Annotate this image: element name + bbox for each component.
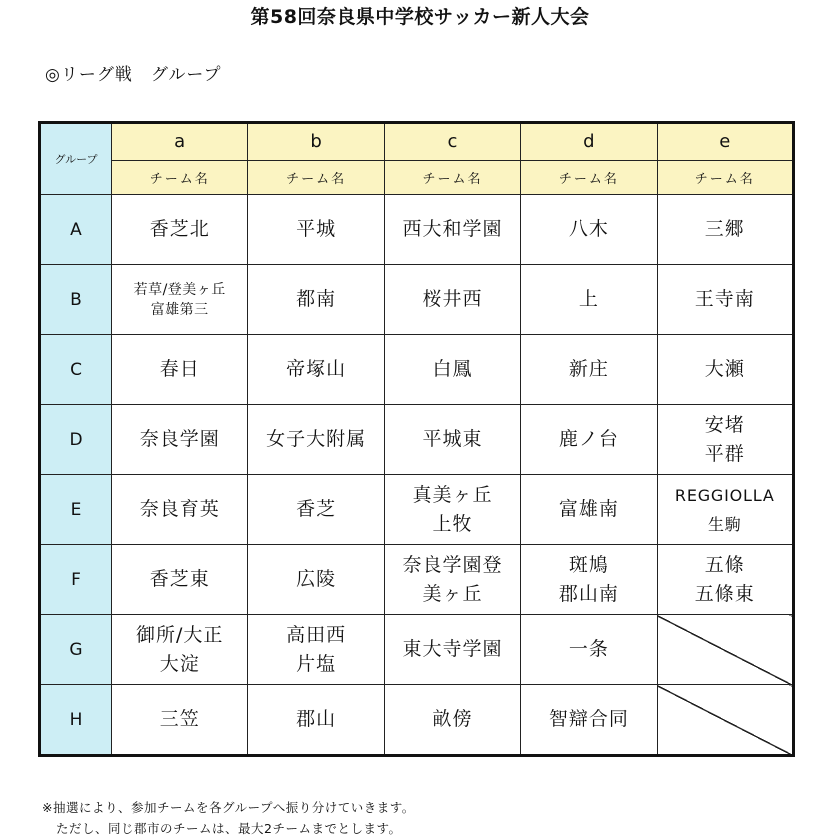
group-row-e (40, 475, 794, 545)
team-name: 西大和学園 (402, 218, 503, 240)
group-row-a (40, 195, 794, 265)
team-cell-c-a (112, 335, 248, 405)
team-name: 郡山南 (558, 582, 619, 605)
team-name: 香芝北 (149, 218, 210, 240)
team-cell-e-b (248, 475, 384, 545)
team-cell-h-b (248, 685, 384, 756)
team-name: 平城東 (422, 428, 483, 450)
team-cell-f-c (384, 545, 520, 615)
team-name: 新庄 (568, 358, 609, 380)
team-name: 春日 (159, 358, 200, 380)
team-name: 三笠 (159, 708, 200, 730)
team-name: 広陵 (296, 568, 337, 590)
team-name: 東大寺学園 (402, 638, 503, 660)
team-cell-b-c (384, 265, 520, 335)
team-cell-a-b (248, 195, 384, 265)
section-subtitle: ◎リーグ戦 グループ (45, 65, 222, 85)
team-name: 智辯合同 (548, 708, 629, 730)
group-label: G (40, 615, 112, 685)
league-table-body (40, 195, 794, 756)
empty-slot-cell (657, 685, 793, 756)
team-cell-b-a (112, 265, 248, 335)
team-cell-g-a (112, 615, 248, 685)
team-name: 桜井西 (422, 288, 483, 310)
team-name: 富雄第三 (150, 301, 209, 318)
team-cell-d-b (248, 405, 384, 475)
group-corner-header: グループ (40, 123, 112, 195)
team-name: 白鳳 (432, 358, 473, 380)
team-name: 帝塚山 (286, 358, 347, 380)
team-cell-g-c (384, 615, 520, 685)
group-label: A (40, 195, 112, 265)
team-cell-c-e (657, 335, 793, 405)
team-cell-a-c (384, 195, 520, 265)
team-name: 大瀬 (704, 358, 745, 380)
team-name: 奈良育英 (139, 498, 220, 520)
group-row-c (40, 335, 794, 405)
group-label: D (40, 405, 112, 475)
team-name: 御所/大正 (135, 623, 224, 646)
team-name: 大淀 (159, 652, 200, 675)
team-name: 都南 (296, 288, 337, 310)
team-name: 上 (578, 288, 599, 310)
team-name: 郡山 (296, 708, 337, 730)
team-name: 平城 (296, 218, 337, 240)
group-row-b (40, 265, 794, 335)
group-label: E (40, 475, 112, 545)
team-cell-f-b (248, 545, 384, 615)
team-cell-f-d (521, 545, 657, 615)
team-name: 一条 (568, 638, 609, 660)
team-cell-d-e (657, 405, 793, 475)
column-header-d: d (521, 123, 657, 161)
column-header-c: c (384, 123, 520, 161)
footnote (42, 797, 415, 839)
team-cell-e-c (384, 475, 520, 545)
team-cell-f-a (112, 545, 248, 615)
team-cell-a-a (112, 195, 248, 265)
team-cell-h-a (112, 685, 248, 756)
team-cell-b-e (657, 265, 793, 335)
group-row-f (40, 545, 794, 615)
team-name: 香芝東 (149, 568, 210, 590)
team-name: 王寺南 (694, 288, 755, 310)
page-title: 第58回奈良県中学校サッカー新人大会 (250, 6, 590, 28)
team-cell-c-c (384, 335, 520, 405)
group-label: F (40, 545, 112, 615)
team-name: 片塩 (296, 652, 337, 675)
team-name: 富雄南 (558, 498, 619, 520)
team-name: 斑鳩 (568, 553, 609, 576)
team-cell-f-e (657, 545, 793, 615)
league-table (38, 121, 795, 757)
team-name: 女子大附属 (266, 428, 367, 450)
team-cell-b-d (521, 265, 657, 335)
team-name: 奈良学園登 (402, 553, 503, 576)
group-label: B (40, 265, 112, 335)
team-name-header: チーム名 (521, 160, 657, 194)
team-cell-g-b (248, 615, 384, 685)
team-cell-b-b (248, 265, 384, 335)
team-cell-g-d (521, 615, 657, 685)
team-name: 香芝 (296, 498, 337, 520)
group-label: H (40, 685, 112, 756)
empty-slot-cell (657, 615, 793, 685)
team-name: 五條 (704, 553, 745, 576)
team-cell-d-c (384, 405, 520, 475)
team-name: 高田西 (286, 623, 347, 646)
column-header-e: e (657, 123, 793, 161)
team-cell-e-a (112, 475, 248, 545)
team-name: 美ヶ丘 (422, 582, 483, 605)
team-name: 鹿ノ台 (558, 428, 619, 450)
footnote-line: ※抽選により、参加チームを各グループへ振り分けていきます。 (42, 800, 415, 815)
team-name: 上牧 (432, 512, 473, 535)
team-name: 五條東 (694, 582, 755, 605)
team-name-header: チーム名 (248, 160, 384, 194)
team-cell-h-d (521, 685, 657, 756)
team-name: 奈良学園 (139, 428, 220, 450)
group-row-d (40, 405, 794, 475)
column-header-a: a (112, 123, 248, 161)
footnote-line: ただし、同じ郡市のチームは、最大2チームまでとします。 (56, 821, 402, 836)
team-name: 真美ヶ丘 (412, 483, 493, 506)
group-row-g (40, 615, 794, 685)
team-name: 畝傍 (432, 708, 473, 730)
team-name-header: チーム名 (657, 160, 793, 194)
team-name: 安堵 (704, 413, 745, 436)
group-label: C (40, 335, 112, 405)
team-name: REGGIOLLA (674, 485, 775, 505)
team-cell-a-d (521, 195, 657, 265)
team-cell-c-b (248, 335, 384, 405)
team-cell-c-d (521, 335, 657, 405)
team-name: 生駒 (707, 514, 742, 534)
team-name: 若草/登美ヶ丘 (133, 281, 226, 298)
team-name: 平群 (704, 442, 745, 465)
team-cell-h-c (384, 685, 520, 756)
team-cell-d-d (521, 405, 657, 475)
column-header-b: b (248, 123, 384, 161)
team-name-header: チーム名 (384, 160, 520, 194)
team-name: 三郷 (704, 218, 745, 240)
team-cell-a-e (657, 195, 793, 265)
team-name: 八木 (568, 218, 609, 240)
team-name-header: チーム名 (112, 160, 248, 194)
team-cell-e-d (521, 475, 657, 545)
group-row-h (40, 685, 794, 756)
team-cell-e-e (657, 475, 793, 545)
team-cell-d-a (112, 405, 248, 475)
